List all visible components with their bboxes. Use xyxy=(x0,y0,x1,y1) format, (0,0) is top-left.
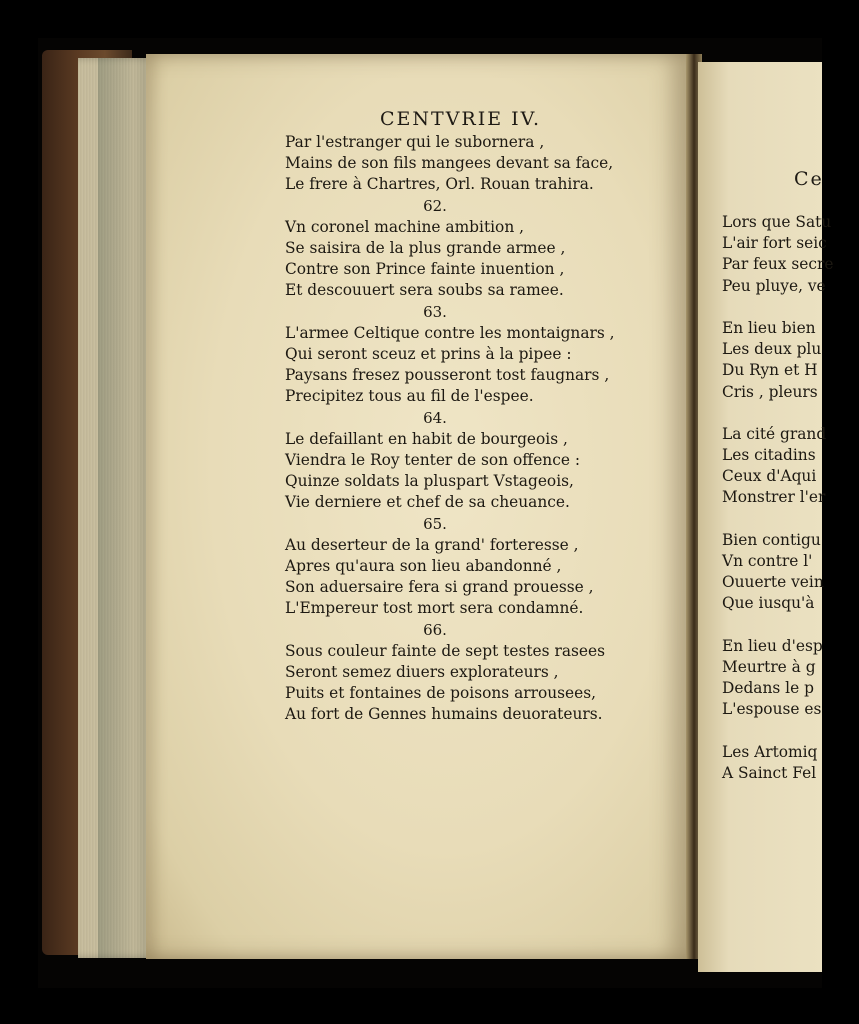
right-verse-line: Ouuerte vein xyxy=(722,573,824,592)
verse-line: Au deserteur de la grand' forteresse , xyxy=(285,535,579,554)
right-verse-line xyxy=(722,615,833,636)
right-verse-line xyxy=(722,403,833,424)
verse-line: Qui seront sceuz et prins à la pipee : xyxy=(285,345,572,364)
verse-line: Mains de son fils mangees devant sa face, xyxy=(285,154,614,173)
verse-line: Seront semez diuers explorateurs , xyxy=(285,663,559,682)
right-verse-line: Les deux plu xyxy=(722,340,822,359)
right-page xyxy=(698,62,834,972)
right-verse-line: Que iusqu'à xyxy=(722,594,815,613)
right-verse-line: Lors que Satu xyxy=(722,213,832,231)
right-verse-line: Les citadins xyxy=(722,446,816,465)
verse-line: Et descouuert sera soubs sa ramee. xyxy=(285,281,564,300)
right-verse-line: Dedans le p xyxy=(722,679,814,698)
quatrain-number: 62. xyxy=(423,196,447,215)
verse-line: Quinze soldats la pluspart Vstageois, xyxy=(285,472,574,491)
right-page-header: Ce xyxy=(794,168,824,190)
right-verse-line: Monstrer l'er xyxy=(722,488,826,507)
right-verse-line xyxy=(722,721,833,742)
right-page-text xyxy=(722,212,833,784)
right-verse-line: L'espouse es xyxy=(722,700,822,719)
verse-line: Vn coronel machine ambition , xyxy=(285,217,525,236)
verse-line: Au fort de Gennes humains deuorateurs. xyxy=(285,705,603,724)
verse-line: L'armee Celtique contre les montaignars , xyxy=(285,323,615,342)
verse-line: Vie derniere et chef de sa cheuance. xyxy=(285,493,570,512)
verse-line: Viendra le Roy tenter de son offence : xyxy=(285,451,581,470)
right-verse-line: La cité grand xyxy=(722,424,827,443)
verse-line: Par l'estranger qui le subornera , xyxy=(285,133,545,151)
right-verse-line: A Sainct Fel xyxy=(722,763,817,782)
verse-line: Apres qu'aura son lieu abandonné , xyxy=(285,557,562,576)
right-verse-line: En lieu bien xyxy=(722,318,816,337)
verse-line: L'Empereur tost mort sera condamné. xyxy=(285,599,584,618)
verse-line: Son aduersaire fera si grand prouesse , xyxy=(285,578,594,597)
verse-line: Contre son Prince fainte inuention , xyxy=(285,260,565,279)
right-verse-line: Du Ryn et H xyxy=(722,361,818,380)
right-verse-line xyxy=(722,297,833,318)
verse-line: Precipitez tous au fil de l'espee. xyxy=(285,387,534,406)
quatrain-number: 63. xyxy=(423,302,447,321)
page-header: CENTVRIE IV. xyxy=(380,108,542,130)
right-verse-line: Les Artomiq xyxy=(722,742,818,761)
verse-block xyxy=(285,132,655,726)
verse-line: Se saisira de la plus grande armee , xyxy=(285,239,566,258)
verse-line: Le defaillant en habit de bourgeois , xyxy=(285,429,568,448)
quatrain-number: 65. xyxy=(423,514,447,533)
right-verse-line: Par feux secre xyxy=(722,255,834,274)
right-verse-line: Ceux d'Aqui xyxy=(722,467,817,486)
right-verse-line: Vn contre l' xyxy=(722,552,813,570)
right-verse-line: Peu pluye, ve xyxy=(722,276,826,295)
right-verse-line: Meurtre à g xyxy=(722,657,816,676)
quatrain-number: 66. xyxy=(423,620,447,639)
verse-line: Le frere à Chartres, Orl. Rouan trahira. xyxy=(285,175,594,194)
right-verse-line: Cris , pleurs xyxy=(722,382,818,401)
right-verse-line xyxy=(722,509,833,530)
verse-line: Sous couleur fainte de sept testes rasees xyxy=(285,641,606,660)
right-verse-line: En lieu d'esp xyxy=(722,636,823,655)
quatrain-number: 64. xyxy=(423,408,447,427)
verse-line: Paysans fresez pousseront tost faugnars , xyxy=(285,366,610,385)
right-verse-line: Bien contigu xyxy=(722,530,821,549)
verse-line: Puits et fontaines de poisons arrousees, xyxy=(285,684,597,703)
right-verse-line: L'air fort seic xyxy=(722,234,827,253)
